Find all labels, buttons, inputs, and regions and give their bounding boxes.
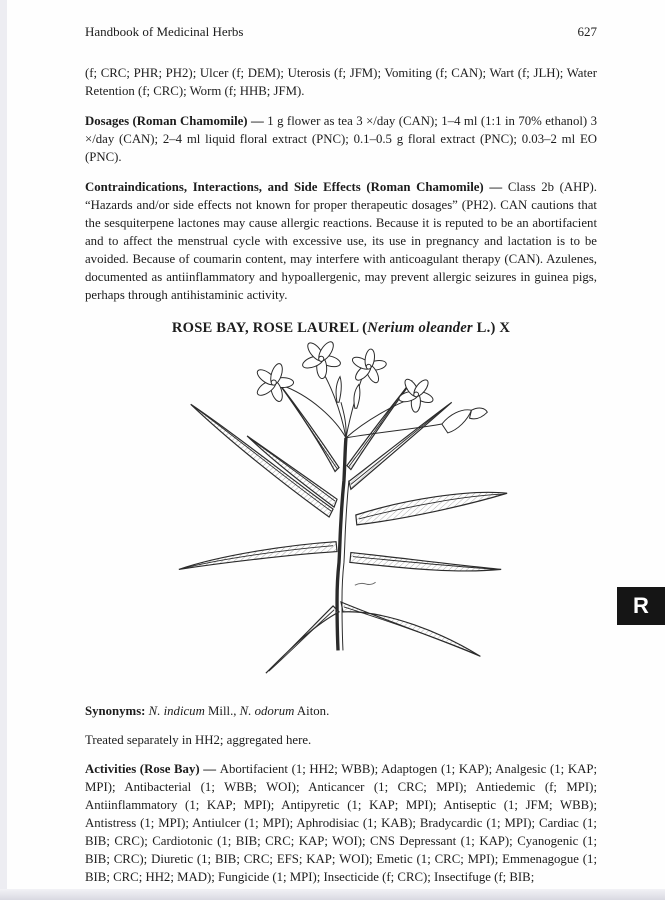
page-content [85,24,597,898]
flower [349,346,390,388]
running-header [85,24,597,40]
paragraph-indications-continuation: (f; CRC; PHR; PH2); Ulcer (f; DEM); Uterosis (f; JFM); Vomiting (f; CAN); Wart (f; JLH); Water Retention (f; CRC); Worm (f; HHB; JFM). [85,66,597,98]
book-title: Handbook of Medicinal Herbs [85,24,244,39]
alphabet-thumb-tab [617,587,665,625]
paragraph-contraindications: Contraindications, Interactions, and Side Effects (Roman Chamomile) — Class 2b (AHP). “Hazards and/or side effects not known for proper therapeutic dosages” (PH2). CAN cautions that the sesquiterpene lactones may cause allergic reactions. Because it is reputed to be an abortifacient and to affect the menstrual cycle with excessive use, its use in pregnancy and lactation is to be avoided. Because of coumarin content, may interfere with anticoagulant therapy (CAN). Azulenes, documented as antiinflammatory and hypoallergenic, may prevent allergic seizures in guinea pigs, perhaps through antihistaminic activity. [85,180,597,302]
page-number: 627 [577,24,597,39]
scan-edge-left [0,0,7,900]
species-heading: ROSE BAY, ROSE LAUREL (Nerium oleander L.) X [171,320,511,336]
oleander-line-drawing-svg [151,341,531,689]
thumb-tab-letter: R [633,593,649,618]
synonyms-line: Synonyms: N. indicum Mill., N. odorum Aiton. [85,704,330,718]
paragraph-dosages: Dosages (Roman Chamomile) — 1 g flower as tea 3 ×/day (CAN); 1–4 ml (1:1 in 70% ethanol) 3 ×/day (CAN); 2–4 ml liquid floral extract (PNC); 0.1–0.5 g floral extract (PNC); 0.03–2 ml EO (PNC). [85,114,597,164]
paragraph-activities: Activities (Rose Bay) — Abortifacient (1; HH2; WBB); Adaptogen (1; KAP); Analgesic (1; KAP; MPI); Antibacterial (1; WBB; WOI); Anticancer (1; CRC; MPI); Antiedemic (f; MPI); Antiinflammatory (1; KAP; MPI); Antipyretic (1; KAP; MPI); Antiseptic (1; JFM; WBB); Antistress (1; MPI); Antiulcer (1; MPI); Aphrodisiac (1; KAB); Bradycardic (1; MPI); Cardiac (1; BIB; CRC); Cardiotonic (1; BIB; CRC; KAP; WOI); CNS Depressant (1; KAP); Cyanogenic (1; BIB; CRC); Diuretic (1; BIB; CRC; EFS; KAP; WOI); Emetic (1; CRC; MPI); Emmenagogue (1; BIB; CRC; HH2; MAD); Fungicide (1; MPI); Insecticide (f; CRC); Insectifuge (f; BIB; [85,762,598,884]
treated-note: Treated separately in HH2; aggregated here. [85,733,312,747]
flower [298,341,346,384]
oleander-illustration [85,341,597,694]
